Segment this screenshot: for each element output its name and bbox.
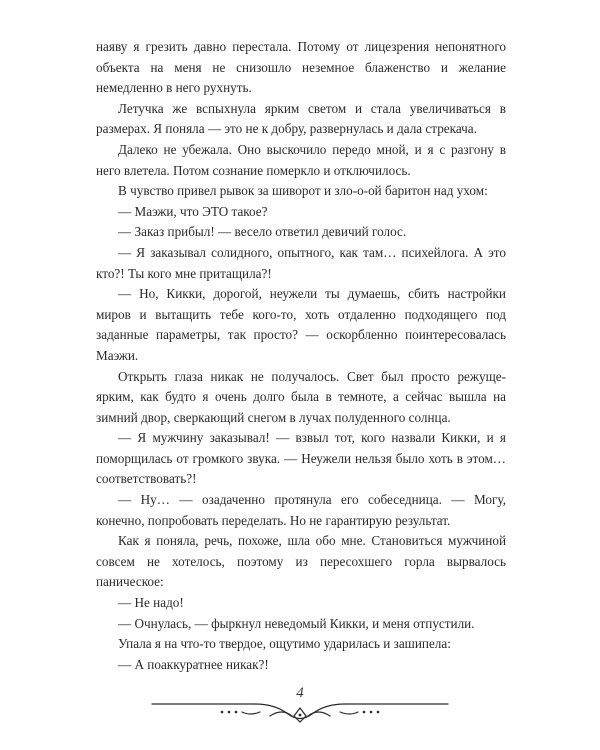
paragraph-15: Упала я на что-то твердое, ощутимо ударилась и зашипела: bbox=[118, 636, 451, 652]
paragraph-7: — Я заказывал солидного, опытного, как там… психейлога. А это кто?! Ты кого мне притащила?! bbox=[96, 244, 506, 281]
paragraph-12: Как я поняла, речь, похоже, шла обо мне. Становиться мужчиной совсем не хотелось, поэтому из пересохшего горла вырвалось паническое: bbox=[96, 533, 506, 590]
paragraph-4: В чувство привел рывок за шиворот и зло-о-ой баритон над ухом: bbox=[118, 183, 488, 199]
paragraph-6: — Заказ прибыл! — весело ответил девичий голос. bbox=[118, 224, 407, 240]
paragraph-1: наяву я грезить давно перестала. Потому от лицезрения непонятного объекта на меня не снизошло неземное блаженство и желание немедленно в него рухнуть. bbox=[96, 39, 506, 96]
paragraph-16: — А поаккуратнее никак?! bbox=[118, 656, 269, 672]
paragraph-3: Далеко не убежала. Оно выскочило передо мной, и я с разгону в него влетела. Потом сознание померкло и отключилось. bbox=[96, 141, 506, 178]
paragraph-5: — Маэжи, что ЭТО такое? bbox=[118, 203, 268, 219]
paragraph-11: — Ну… — озадаченно протянула его собеседница. — Могу, конечно, попробовать переделать. Но не гарантирую результат. bbox=[96, 492, 506, 528]
paragraph-10: — Я мужчину заказывал! — взвыл тот, кого назвали Кикки, и я поморщилась от громкого звука. — Неужели нельзя было хоть в этом… соответствовать?! bbox=[96, 430, 506, 487]
paragraph-14: — Очнулась, — фыркнул неведомый Кикки, и меня отпустили. bbox=[118, 615, 475, 631]
paragraph-13: — Не надо! bbox=[118, 595, 184, 611]
body-text bbox=[96, 37, 506, 675]
page-number: 4 bbox=[296, 685, 304, 701]
ornament-divider-icon bbox=[150, 698, 450, 728]
paragraph-2: Летучка же вспыхнула ярким светом и стала увеличиваться в размерах. Я поняла — это не к добру, развернулась и дала стрекача. bbox=[96, 100, 506, 137]
page-footer bbox=[150, 685, 450, 728]
paragraph-8: — Но, Кикки, дорогой, неужели ты думаешь, сбить настройки миров и вытащить тебе кого-то, хоть отдаленно подходящего под заданные параметры, так просто? — оскорбленно поинтересовалась Маэжи. bbox=[96, 286, 506, 363]
paragraph-9: Открыть глаза никак не получалось. Свет был просто режуще-ярким, как будто я очень долго была в темноте, а сейчас вышла на зимний двор, сверкающий снегом в лучах полуденного солнца. bbox=[96, 368, 506, 425]
